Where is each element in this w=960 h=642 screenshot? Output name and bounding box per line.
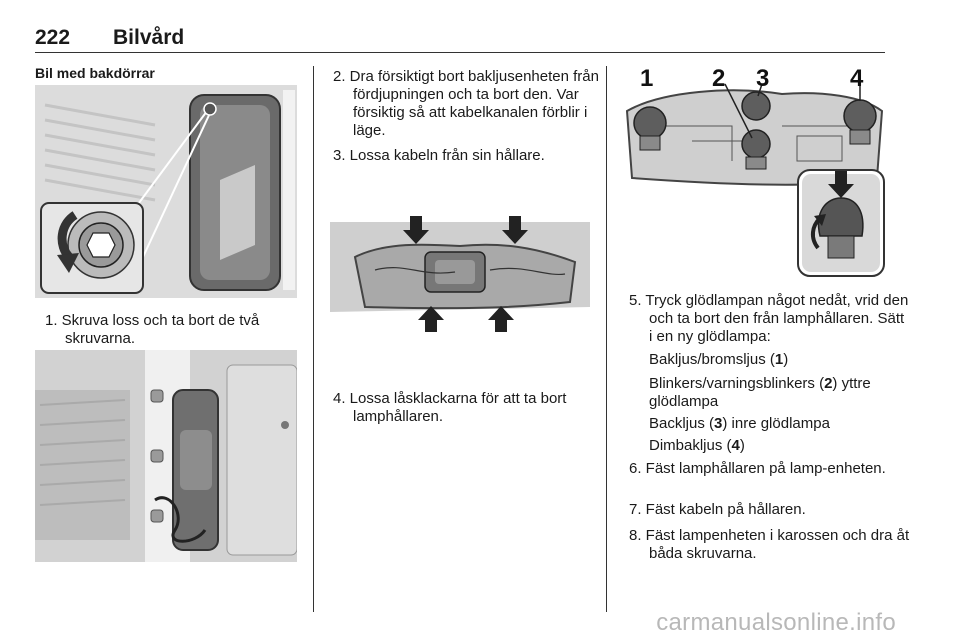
step-5: 5. Tryck glödlampan något nedåt, vrid den och ta bort den från lamphållaren. Sätt i en ny glödlampa: xyxy=(629,292,909,345)
step-3: 3. Lossa kabeln från sin hållare. xyxy=(333,147,545,164)
bulb-label-suffix: ) xyxy=(739,437,745,454)
bulb-label: Bakljus/bromsljus ( xyxy=(649,351,775,368)
callout-3: 3 xyxy=(756,66,770,92)
bulb-label: Backljus ( xyxy=(649,415,715,432)
callout-4: 4 xyxy=(850,66,864,92)
bulb-reversing xyxy=(649,415,889,433)
step-1: 1. Skruva loss och ta bort de två skruvarna. xyxy=(45,312,260,347)
bulb-label-suffix: ) inre glödlampa xyxy=(722,415,830,432)
page-number: 222 xyxy=(35,26,71,49)
bulb-fog xyxy=(649,437,889,455)
bulb-label: Dimbakljus ( xyxy=(649,437,732,454)
step-7: 7. Fäst kabeln på hållaren. xyxy=(629,501,806,518)
section-heading: Bil med bakdörrar xyxy=(35,65,155,81)
step-4: 4. Lossa låsklackarna för att ta bort lamphållaren. xyxy=(333,390,567,425)
bulb-number: 1 xyxy=(774,351,784,368)
page-header xyxy=(35,22,885,53)
callout-2: 2 xyxy=(712,66,726,92)
bulb-rear-brake xyxy=(649,351,889,369)
step-8: 8. Fäst lampenheten i karossen och dra åt båda skruvarna. xyxy=(629,527,910,562)
illustration-bulb-positions xyxy=(622,66,887,280)
illustration-lamp-holder-clips xyxy=(325,202,595,337)
bulb-number: 2 xyxy=(824,375,833,392)
illustration-light-unit-removal xyxy=(35,350,297,562)
up-arrow-icon xyxy=(418,306,514,332)
column-divider xyxy=(313,66,314,612)
bulb-label-suffix: ) xyxy=(783,351,789,368)
bulb-indicator xyxy=(649,375,889,411)
step-2: 2. Dra försiktigt bort bakljusenheten från fördjupningen och ta bort den. Var försiktig så att kabelkanalen förblir i läge. xyxy=(333,68,599,139)
bulb-label-suffix: ) yttre glödlampa xyxy=(649,375,871,410)
illustration-screw-removal xyxy=(35,85,297,298)
bulb-number: 4 xyxy=(731,437,740,454)
step-6: 6. Fäst lamphållaren på lamp-enheten. xyxy=(629,460,886,477)
callout-1: 1 xyxy=(640,66,654,92)
bulb-label: Blinkers/varningsblinkers ( xyxy=(649,375,825,392)
watermark: carmanualsonline.info xyxy=(656,609,896,636)
bulb-number: 3 xyxy=(714,415,723,432)
page-title: Bilvård xyxy=(113,26,185,49)
